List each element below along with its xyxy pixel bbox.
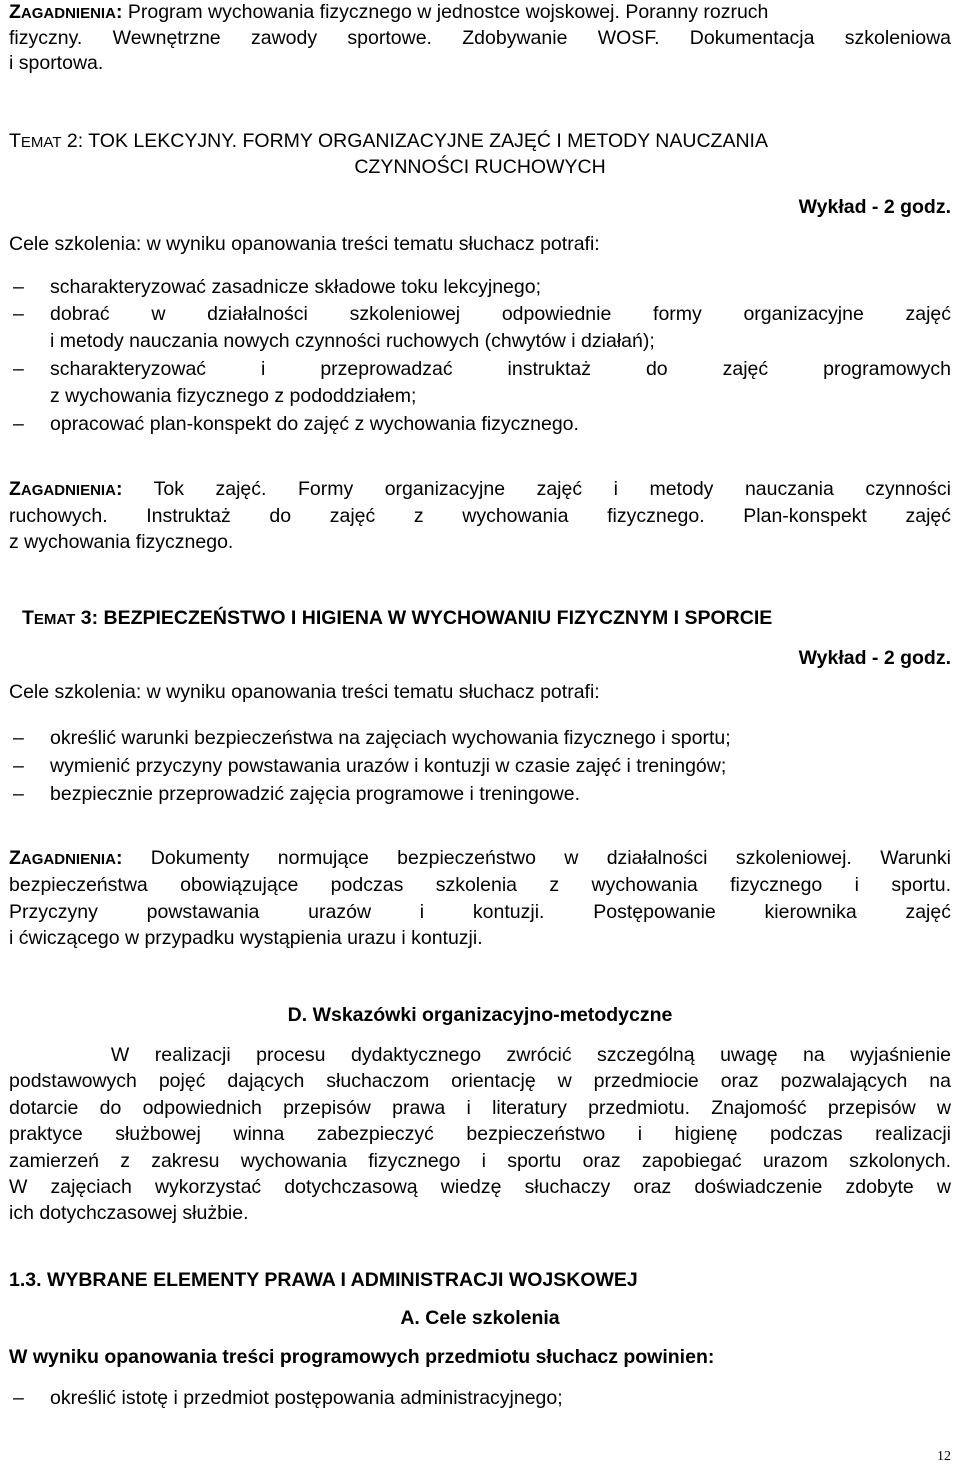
section-d-line-5: zamierzeń z zakresu wychowania fizycznego i sportu oraz zapobiegać urazom szkolonych.: [9, 1150, 951, 1172]
dash-marker: –: [13, 755, 24, 777]
dash-marker: –: [13, 783, 24, 805]
temat-2-heading: TEMAT 2: TOK LEKCYJNY. FORMY ORGANIZACYJNE ZAJĘĆ I METODY NAUCZANIA: [9, 130, 768, 152]
temat-3-zagadnienia-line-1: ZAGADNIENIA: Dokumenty normujące bezpieczeństwo w działalności szkoleniowej. Warunki: [9, 847, 951, 869]
section-d-line-3: dotarcie do odpowiednich przepisów prawa i literatury przedmiotu. Znajomość przepisów w: [9, 1097, 951, 1119]
section-1-3-lead: W wyniku opanowania treści programowych przedmiotu słuchacz powinien:: [9, 1346, 715, 1368]
temat-2-bullet-3-cont: z wychowania fizycznego z pododdziałem;: [50, 385, 417, 407]
section-d-line-6: W zajęciach wykorzystać dotychczasową wiedzę słuchaczy oraz doświadczenie zdobyte w: [9, 1176, 951, 1198]
temat-3-zagadnienia-line-2: bezpieczeństwa obowiązujące podczas szkolenia z wychowania fizycznego i sportu.: [9, 874, 951, 896]
temat-2-zagadnienia-line-3: z wychowania fizycznego.: [9, 531, 234, 553]
temat-3-wyklad: Wykład - 2 godz.: [798, 647, 951, 669]
temat-2-bullet-2: – dobrać w działalności szkoleniowej odpowiednie formy organizacyjne zajęć: [9, 301, 951, 328]
page-number: 12: [937, 1449, 951, 1464]
temat-3-zagadnienia-line-3: Przyczyny powstawania urazów i kontuzji. Postępowanie kierownika zajęć: [9, 901, 951, 923]
temat-2-cele: Cele szkolenia: w wyniku opanowania treści tematu słuchacz potrafi:: [9, 233, 600, 255]
temat-3-bullet-2: – wymienić przyczyny powstawania urazów i kontuzji w czasie zajęć i treningów;: [9, 753, 951, 780]
zagadnienia-label: ZAGADNIENIA:: [9, 1, 123, 23]
temat-2-wyklad: Wykład - 2 godz.: [798, 196, 951, 218]
section-d-line-2: podstawowych pojęć dających słuchaczom orientację w przedmiocie oraz pozwalających na: [9, 1070, 951, 1092]
zagadnienia-line-1: ZAGADNIENIA: Program wychowania fizycznego w jednostce wojskowej. Poranny rozruch: [9, 1, 769, 23]
temat-3-bullet-1: – określić warunki bezpieczeństwa na zajęciach wychowania fizycznego i sportu;: [9, 725, 951, 752]
temat-2-zagadnienia-line-2: ruchowych. Instruktaż do zajęć z wychowania fizycznego. Plan-konspekt zajęć: [9, 505, 951, 527]
temat-3-heading: TEMAT 3: BEZPIECZEŃSTWO I HIGIENA W WYCHOWANIU FIZYCZNYM I SPORCIE: [22, 607, 773, 629]
temat-2-bullet-1: – scharakteryzować zasadnicze składowe toku lekcyjnego;: [9, 274, 951, 301]
section-d-line-7: ich dotychczasowej służbie.: [9, 1202, 249, 1224]
section-d-heading: D. Wskazówki organizacyjno-metodyczne: [287, 1004, 673, 1026]
section-1-3-heading: 1.3. WYBRANE ELEMENTY PRAWA I ADMINISTRACJI WOJSKOWEJ: [9, 1269, 638, 1291]
zagadnienia-line-3: i sportowa.: [9, 52, 104, 74]
temat-2-bullet-3: – scharakteryzować i przeprowadzać instruktaż do zajęć programowych: [9, 356, 951, 383]
section-d-line-1: W realizacji procesu dydaktycznego zwrócić szczególną uwagę na wyjaśnienie: [9, 1044, 951, 1066]
zagadnienia-line-2: fizyczny. Wewnętrzne zawody sportowe. Zdobywanie WOSF. Dokumentacja szkoleniowa: [9, 27, 951, 49]
dash-marker: –: [13, 276, 24, 298]
section-1-3-subheading: A. Cele szkolenia: [400, 1307, 560, 1329]
temat-3-bullet-3: – bezpiecznie przeprowadzić zajęcia programowe i treningowe.: [9, 781, 951, 808]
dash-marker: –: [13, 358, 24, 380]
temat-2-heading-line-2: CZYNNOŚCI RUCHOWYCH: [354, 156, 606, 178]
section-1-3-bullet-1: – określić istotę i przedmiot postępowania administracyjnego;: [9, 1385, 951, 1412]
dash-marker: –: [13, 1387, 24, 1409]
section-d-line-4: praktyce służbowej winna zabezpieczyć bezpieczeństwo i higienę podczas realizacji: [9, 1123, 951, 1145]
dash-marker: –: [13, 413, 24, 435]
dash-marker: –: [13, 727, 24, 749]
dash-marker: –: [13, 303, 24, 325]
temat-2-zagadnienia-line-1: ZAGADNIENIA: Tok zajęć. Formy organizacyjne zajęć i metody nauczania czynności: [9, 478, 951, 500]
temat-3-cele: Cele szkolenia: w wyniku opanowania treści tematu słuchacz potrafi:: [9, 681, 600, 703]
temat-2-bullet-4: – opracować plan-konspekt do zajęć z wychowania fizycznego.: [9, 411, 951, 438]
temat-2-bullet-2-cont: i metody nauczania nowych czynności ruchowych (chwytów i działań);: [50, 330, 655, 352]
temat-3-zagadnienia-line-4: i ćwiczącego w przypadku wystąpienia urazu i kontuzji.: [9, 927, 483, 949]
